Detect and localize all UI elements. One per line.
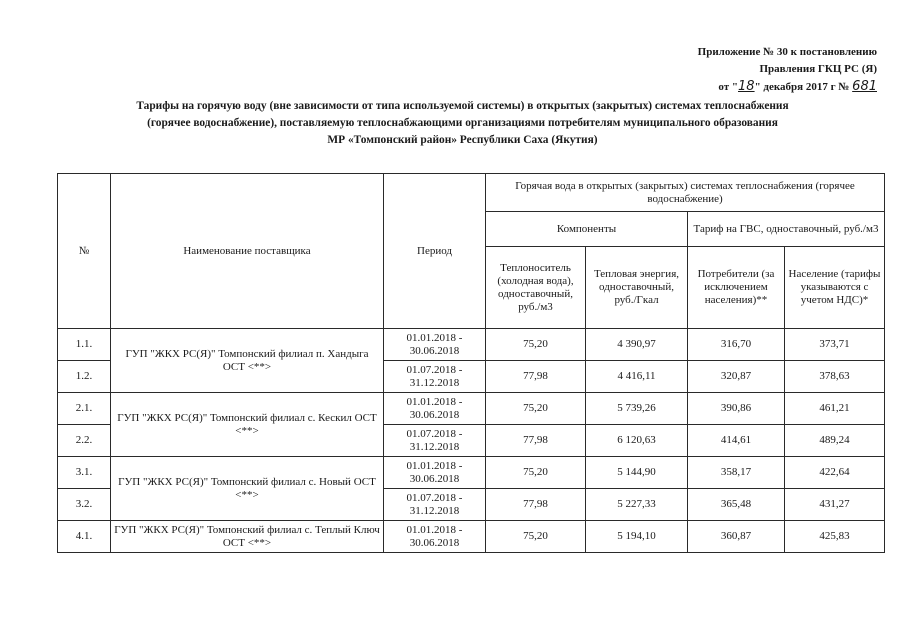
consumers-cell: 414,61: [688, 425, 785, 457]
header-num: №: [58, 174, 111, 329]
population-cell: 461,21: [785, 393, 885, 425]
period-cell: 01.01.2018 - 30.06.2018: [384, 393, 486, 425]
header-population: Население (тарифы указываются с учетом НДС)*: [785, 247, 885, 329]
energy-cell: 4 416,11: [586, 361, 688, 393]
consumers-cell: 365,48: [688, 489, 785, 521]
period-cell: 01.07.2018 - 31.12.2018: [384, 489, 486, 521]
energy-cell: 5 227,33: [586, 489, 688, 521]
title-line-2: (горячее водоснабжение), поставляемую теплоснабжающими организациями потребителям муниципального образования: [147, 117, 778, 129]
population-cell: 378,63: [785, 361, 885, 393]
header-energy: Тепловая энергия, одноставочный, руб./Гкал: [586, 247, 688, 329]
row-number: 1.1.: [58, 329, 111, 361]
period-cell: 01.07.2018 - 31.12.2018: [384, 425, 486, 457]
appendix-line-3: [698, 78, 877, 96]
period-cell: 01.01.2018 - 30.06.2018: [384, 457, 486, 489]
title-line-3: МР «Томпонский район» Республики Саха (Якутия): [327, 134, 598, 146]
row-number: 3.2.: [58, 489, 111, 521]
header-period: Период: [384, 174, 486, 329]
population-cell: 425,83: [785, 521, 885, 553]
supplier-name: ГУП "ЖКХ РС(Я)" Томпонский филиал п. Хандыга ОСТ <**>: [111, 329, 384, 393]
appendix-date-prefix: от ": [718, 81, 739, 93]
appendix-header: [698, 44, 877, 96]
supplier-name: ГУП "ЖКХ РС(Я)" Томпонский филиал с. Теплый Ключ ОСТ <**>: [111, 521, 384, 553]
header-consumers: Потребители (за исключением населения)**: [688, 247, 785, 329]
energy-cell: 4 390,97: [586, 329, 688, 361]
population-cell: 431,27: [785, 489, 885, 521]
table-row: [58, 329, 885, 361]
coolant-cell: 77,98: [486, 361, 586, 393]
appendix-date-mid: " декабря 2017 г №: [754, 81, 850, 93]
period-cell: 01.01.2018 - 30.06.2018: [384, 329, 486, 361]
row-number: 2.2.: [58, 425, 111, 457]
row-number: 4.1.: [58, 521, 111, 553]
table-row: [58, 521, 885, 553]
consumers-cell: 316,70: [688, 329, 785, 361]
coolant-cell: 77,98: [486, 425, 586, 457]
energy-cell: 6 120,63: [586, 425, 688, 457]
energy-cell: 5 739,26: [586, 393, 688, 425]
coolant-cell: 75,20: [486, 329, 586, 361]
appendix-day: 18: [738, 79, 755, 94]
document-title: [60, 98, 865, 149]
energy-cell: 5 194,10: [586, 521, 688, 553]
table-row: [58, 393, 885, 425]
consumers-cell: 360,87: [688, 521, 785, 553]
header-coolant: Теплоноситель (холодная вода), одноставочный, руб./м3: [486, 247, 586, 329]
row-number: 3.1.: [58, 457, 111, 489]
row-number: 1.2.: [58, 361, 111, 393]
period-cell: 01.07.2018 - 31.12.2018: [384, 361, 486, 393]
consumers-cell: 320,87: [688, 361, 785, 393]
tariff-table: [57, 173, 885, 553]
population-cell: 373,71: [785, 329, 885, 361]
energy-cell: 5 144,90: [586, 457, 688, 489]
coolant-cell: 75,20: [486, 393, 586, 425]
population-cell: 489,24: [785, 425, 885, 457]
row-number: 2.1.: [58, 393, 111, 425]
coolant-cell: 77,98: [486, 489, 586, 521]
consumers-cell: 358,17: [688, 457, 785, 489]
coolant-cell: 75,20: [486, 457, 586, 489]
coolant-cell: 75,20: [486, 521, 586, 553]
header-components: Компоненты: [486, 212, 688, 247]
supplier-name: ГУП "ЖКХ РС(Я)" Томпонский филиал с. Кескил ОСТ <**>: [111, 393, 384, 457]
table-row: [58, 457, 885, 489]
header-hot-water-group: Горячая вода в открытых (закрытых) системах теплоснабжения (горячее водоснабжение): [486, 174, 885, 212]
appendix-number: 681: [852, 79, 877, 94]
supplier-name: ГУП "ЖКХ РС(Я)" Томпонский филиал с. Новый ОСТ <**>: [111, 457, 384, 521]
appendix-line-2: Правления ГКЦ РС (Я): [759, 63, 877, 75]
header-supplier: Наименование поставщика: [111, 174, 384, 329]
header-tariff: Тариф на ГВС, одноставочный, руб./м3: [688, 212, 885, 247]
period-cell: 01.01.2018 - 30.06.2018: [384, 521, 486, 553]
population-cell: 422,64: [785, 457, 885, 489]
appendix-line-1: Приложение № 30 к постановлению: [697, 46, 877, 58]
title-line-1: Тарифы на горячую воду (вне зависимости от типа используемой системы) в открытых (закрытых) системах теплоснабжения: [136, 100, 789, 112]
consumers-cell: 390,86: [688, 393, 785, 425]
